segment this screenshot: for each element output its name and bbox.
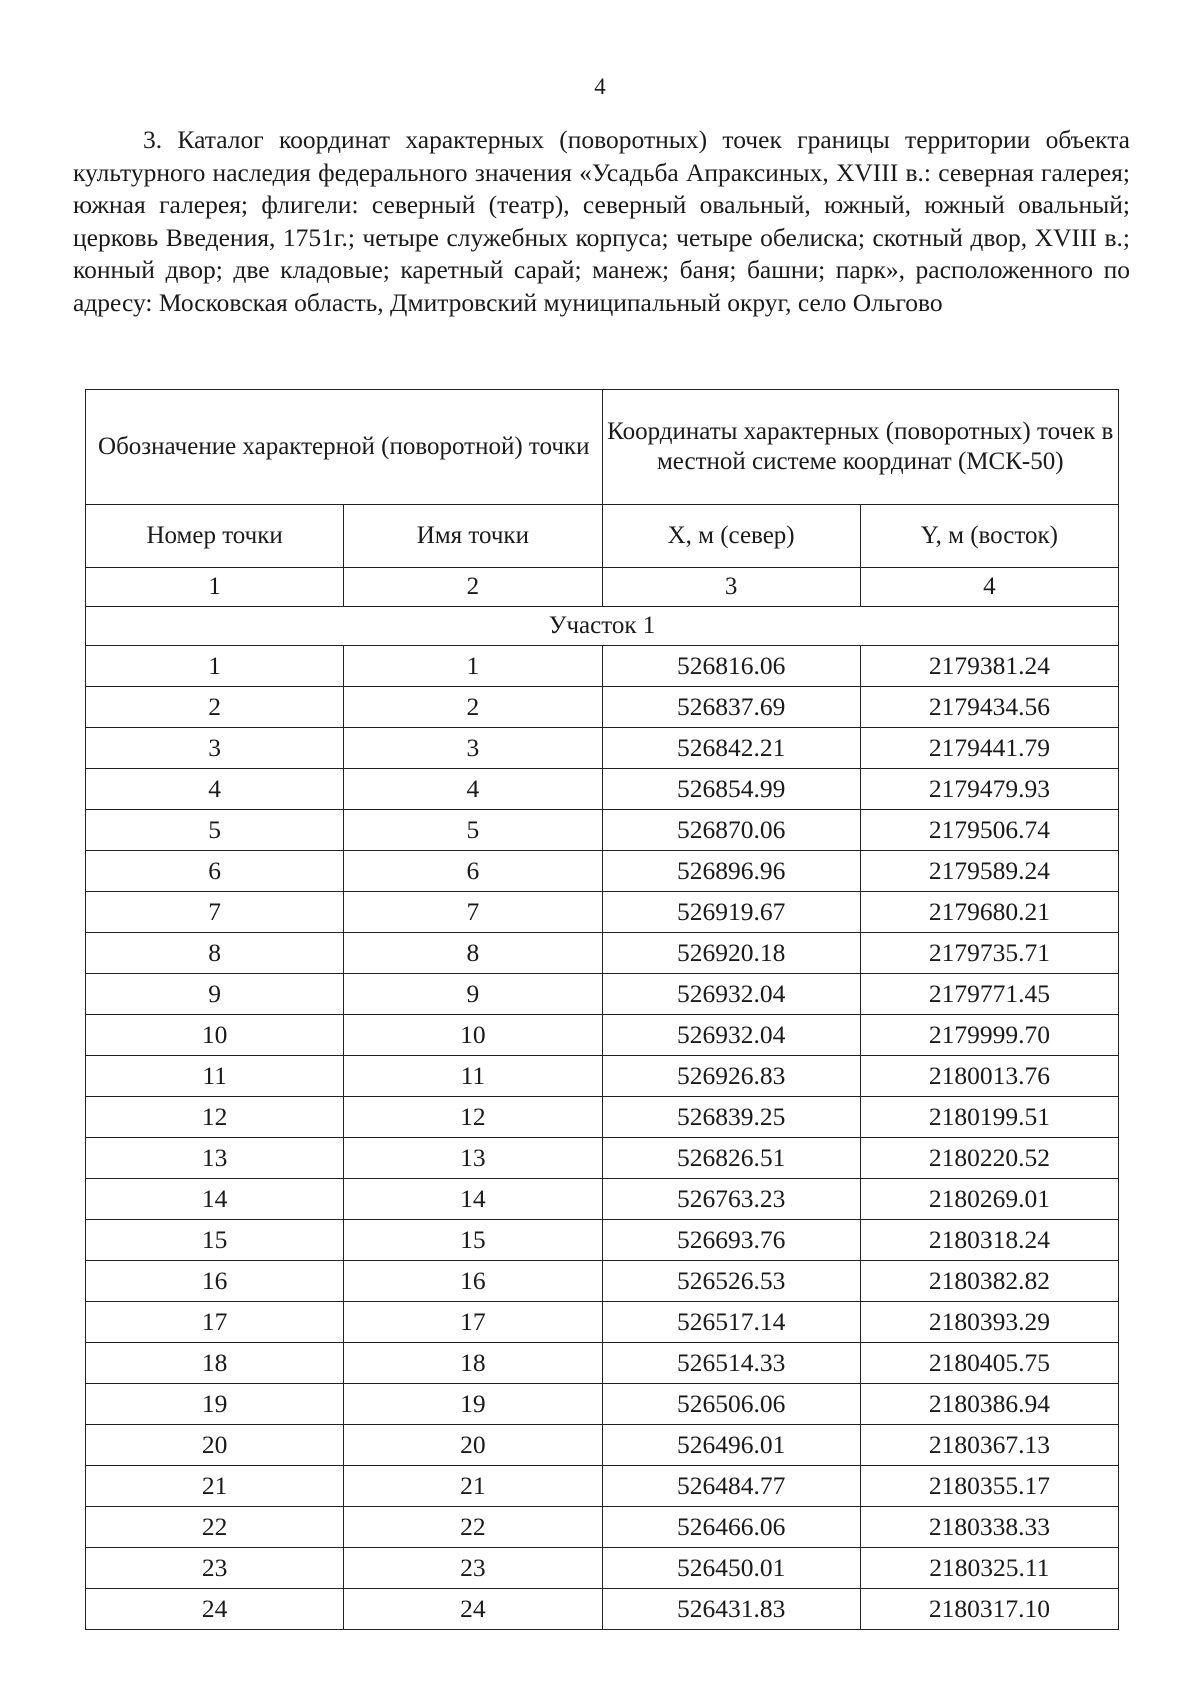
cell-point-name: 10 xyxy=(344,1015,602,1056)
cell-y-coordinate: 2179381.24 xyxy=(860,646,1118,687)
cell-point-number: 3 xyxy=(86,728,344,769)
cell-point-number: 14 xyxy=(86,1179,344,1220)
cell-point-number: 8 xyxy=(86,933,344,974)
table-column-header-row xyxy=(86,505,1119,568)
table-row xyxy=(86,1097,1119,1138)
cell-point-name: 23 xyxy=(344,1548,602,1589)
cell-point-number: 10 xyxy=(86,1015,344,1056)
header-coordinates: Координаты характерных (поворотных) точек в местной системе координат (МСК-50) xyxy=(602,390,1119,505)
cell-y-coordinate: 2180325.11 xyxy=(860,1548,1118,1589)
table-row xyxy=(86,769,1119,810)
cell-point-number: 1 xyxy=(86,646,344,687)
cell-x-coordinate: 526919.67 xyxy=(602,892,860,933)
cell-point-number: 12 xyxy=(86,1097,344,1138)
table-row xyxy=(86,1425,1119,1466)
table-row xyxy=(86,646,1119,687)
cell-point-name: 17 xyxy=(344,1302,602,1343)
cell-y-coordinate: 2180317.10 xyxy=(860,1589,1118,1630)
cell-x-coordinate: 526816.06 xyxy=(602,646,860,687)
cell-y-coordinate: 2180386.94 xyxy=(860,1384,1118,1425)
cell-point-number: 9 xyxy=(86,974,344,1015)
section-title: Участок 1 xyxy=(86,607,1119,646)
cell-y-coordinate: 2180269.01 xyxy=(860,1179,1118,1220)
cell-point-number: 24 xyxy=(86,1589,344,1630)
cell-point-name: 15 xyxy=(344,1220,602,1261)
cell-point-number: 6 xyxy=(86,851,344,892)
cell-y-coordinate: 2179999.70 xyxy=(860,1015,1118,1056)
cell-x-coordinate: 526517.14 xyxy=(602,1302,860,1343)
cell-point-name: 7 xyxy=(344,892,602,933)
cell-y-coordinate: 2180355.17 xyxy=(860,1466,1118,1507)
cell-y-coordinate: 2179735.71 xyxy=(860,933,1118,974)
cell-y-coordinate: 2180318.24 xyxy=(860,1220,1118,1261)
table-row xyxy=(86,1261,1119,1302)
cell-x-coordinate: 526466.06 xyxy=(602,1507,860,1548)
page-number: 4 xyxy=(594,74,606,99)
table-row xyxy=(86,810,1119,851)
cell-point-number: 2 xyxy=(86,687,344,728)
cell-point-name: 18 xyxy=(344,1343,602,1384)
cell-y-coordinate: 2180338.33 xyxy=(860,1507,1118,1548)
cell-point-number: 19 xyxy=(86,1384,344,1425)
cell-y-coordinate: 2179771.45 xyxy=(860,974,1118,1015)
cell-point-number: 22 xyxy=(86,1507,344,1548)
cell-point-name: 4 xyxy=(344,769,602,810)
table-column-number-row xyxy=(86,568,1119,607)
cell-point-number: 20 xyxy=(86,1425,344,1466)
cell-x-coordinate: 526837.69 xyxy=(602,687,860,728)
cell-y-coordinate: 2180199.51 xyxy=(860,1097,1118,1138)
cell-point-number: 17 xyxy=(86,1302,344,1343)
cell-point-name: 22 xyxy=(344,1507,602,1548)
table-row xyxy=(86,1179,1119,1220)
cell-x-coordinate: 526526.53 xyxy=(602,1261,860,1302)
table-row xyxy=(86,933,1119,974)
column-number: 1 xyxy=(86,568,344,607)
cell-point-name: 8 xyxy=(344,933,602,974)
header-y-east: Y, м (восток) xyxy=(860,505,1118,568)
cell-point-name: 14 xyxy=(344,1179,602,1220)
table-row xyxy=(86,728,1119,769)
column-number: 4 xyxy=(860,568,1118,607)
cell-x-coordinate: 526932.04 xyxy=(602,1015,860,1056)
cell-point-name: 19 xyxy=(344,1384,602,1425)
cell-y-coordinate: 2180393.29 xyxy=(860,1302,1118,1343)
intro-paragraph: 3. Каталог координат характерных (поворотных) точек границы территории объекта культурного наследия федерального значения «Усадьба Апраксиных, XVIII в.: северная галерея; южная галерея; флигели: северный (театр), северный овальный, южный, южный овальный; церковь Введения, 1751г.; четыре служебных корпуса; четыре обелиска; скотный двор, XVIII в.; конный двор; две кладовые; каретный сарай; манеж; баня; башни; парк», расположенного по адресу: Московская область, Дмитровский муниципальный округ, село Ольгово xyxy=(73,125,1130,317)
cell-x-coordinate: 526431.83 xyxy=(602,1589,860,1630)
table-row xyxy=(86,1343,1119,1384)
cell-x-coordinate: 526763.23 xyxy=(602,1179,860,1220)
cell-x-coordinate: 526826.51 xyxy=(602,1138,860,1179)
table-row xyxy=(86,851,1119,892)
cell-point-number: 7 xyxy=(86,892,344,933)
cell-x-coordinate: 526496.01 xyxy=(602,1425,860,1466)
cell-point-name: 3 xyxy=(344,728,602,769)
coordinates-table xyxy=(85,389,1119,1630)
cell-y-coordinate: 2180382.82 xyxy=(860,1261,1118,1302)
cell-x-coordinate: 526932.04 xyxy=(602,974,860,1015)
cell-point-name: 13 xyxy=(344,1138,602,1179)
cell-x-coordinate: 526896.96 xyxy=(602,851,860,892)
header-point-designation: Обозначение характерной (поворотной) точки xyxy=(86,390,603,505)
cell-x-coordinate: 526920.18 xyxy=(602,933,860,974)
table-row xyxy=(86,687,1119,728)
header-point-number: Номер точки xyxy=(86,505,344,568)
cell-y-coordinate: 2179479.93 xyxy=(860,769,1118,810)
cell-y-coordinate: 2179680.21 xyxy=(860,892,1118,933)
cell-point-name: 16 xyxy=(344,1261,602,1302)
cell-y-coordinate: 2179441.79 xyxy=(860,728,1118,769)
cell-point-number: 18 xyxy=(86,1343,344,1384)
header-point-name: Имя точки xyxy=(344,505,602,568)
table-row xyxy=(86,1507,1119,1548)
table-row xyxy=(86,1220,1119,1261)
cell-x-coordinate: 526484.77 xyxy=(602,1466,860,1507)
cell-x-coordinate: 526870.06 xyxy=(602,810,860,851)
table-row xyxy=(86,1056,1119,1097)
column-number: 2 xyxy=(344,568,602,607)
header-x-north: X, м (север) xyxy=(602,505,860,568)
cell-point-name: 21 xyxy=(344,1466,602,1507)
cell-y-coordinate: 2179589.24 xyxy=(860,851,1118,892)
table-row xyxy=(86,1302,1119,1343)
cell-x-coordinate: 526842.21 xyxy=(602,728,860,769)
cell-x-coordinate: 526854.99 xyxy=(602,769,860,810)
table-row xyxy=(86,974,1119,1015)
cell-point-name: 1 xyxy=(344,646,602,687)
cell-point-name: 5 xyxy=(344,810,602,851)
cell-point-name: 24 xyxy=(344,1589,602,1630)
table-row xyxy=(86,892,1119,933)
cell-point-number: 13 xyxy=(86,1138,344,1179)
cell-y-coordinate: 2180367.13 xyxy=(860,1425,1118,1466)
cell-y-coordinate: 2180220.52 xyxy=(860,1138,1118,1179)
cell-point-name: 20 xyxy=(344,1425,602,1466)
table-row xyxy=(86,1138,1119,1179)
cell-point-number: 23 xyxy=(86,1548,344,1589)
cell-point-name: 6 xyxy=(344,851,602,892)
cell-x-coordinate: 526839.25 xyxy=(602,1097,860,1138)
cell-x-coordinate: 526926.83 xyxy=(602,1056,860,1097)
cell-x-coordinate: 526514.33 xyxy=(602,1343,860,1384)
cell-point-number: 15 xyxy=(86,1220,344,1261)
cell-x-coordinate: 526506.06 xyxy=(602,1384,860,1425)
cell-y-coordinate: 2179434.56 xyxy=(860,687,1118,728)
cell-y-coordinate: 2179506.74 xyxy=(860,810,1118,851)
cell-x-coordinate: 526693.76 xyxy=(602,1220,860,1261)
cell-point-name: 12 xyxy=(344,1097,602,1138)
table-row xyxy=(86,1015,1119,1056)
cell-point-number: 16 xyxy=(86,1261,344,1302)
column-number: 3 xyxy=(602,568,860,607)
cell-point-name: 9 xyxy=(344,974,602,1015)
section-row xyxy=(86,607,1119,646)
cell-point-name: 11 xyxy=(344,1056,602,1097)
table-group-header-row xyxy=(86,390,1119,505)
cell-point-number: 11 xyxy=(86,1056,344,1097)
cell-point-number: 4 xyxy=(86,769,344,810)
table-row xyxy=(86,1548,1119,1589)
cell-point-number: 21 xyxy=(86,1466,344,1507)
table-row xyxy=(86,1466,1119,1507)
cell-point-number: 5 xyxy=(86,810,344,851)
table-row xyxy=(86,1589,1119,1630)
cell-y-coordinate: 2180013.76 xyxy=(860,1056,1118,1097)
cell-point-name: 2 xyxy=(344,687,602,728)
table-row xyxy=(86,1384,1119,1425)
cell-y-coordinate: 2180405.75 xyxy=(860,1343,1118,1384)
cell-x-coordinate: 526450.01 xyxy=(602,1548,860,1589)
